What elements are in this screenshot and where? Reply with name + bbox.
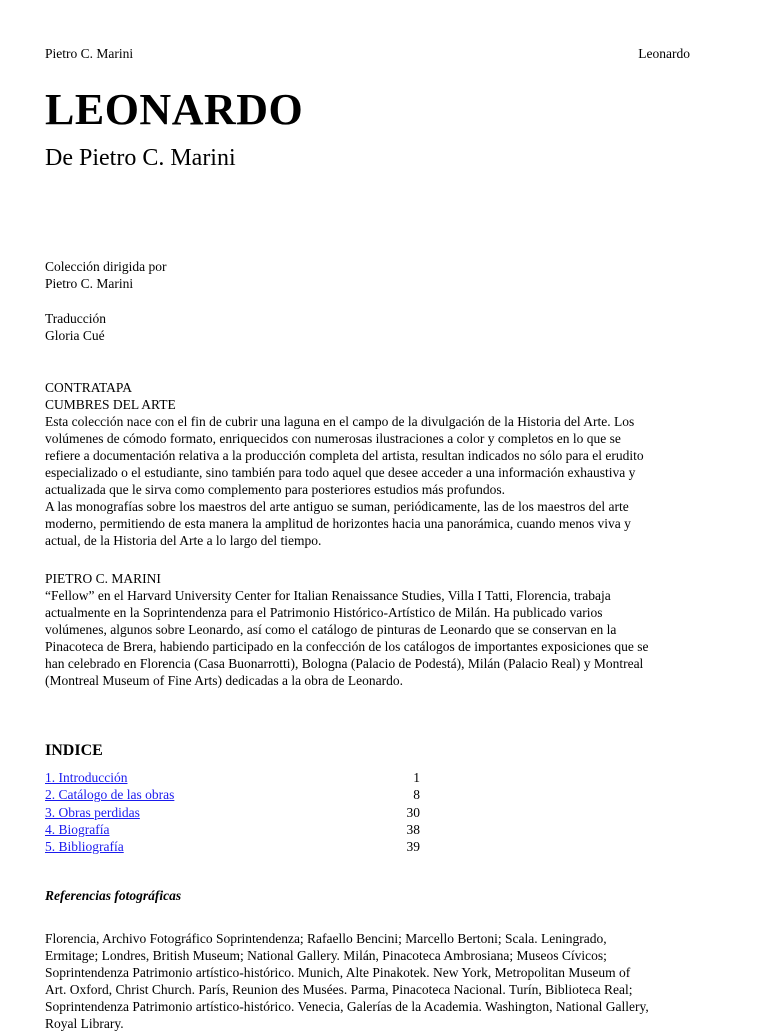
author-bio-line: volúmenes, algunos sobre Leonardo, así como el catálogo de pinturas de Leonardo que se conservan en la — [45, 622, 617, 637]
back-cover-heading: CONTRATAPA — [45, 380, 132, 395]
book-subtitle: De Pietro C. Marini — [45, 145, 236, 171]
toc-page-number: 1 — [413, 770, 420, 785]
photo-ref-line: Royal Library. — [45, 1016, 124, 1031]
back-cover-line: especializado o el estudiante, sino también para todo aquel que desee acceder a una información exhaustiva y — [45, 465, 636, 480]
header-book-title: Leonardo — [638, 46, 690, 61]
toc-entry — [45, 786, 420, 803]
table-of-contents — [45, 769, 420, 855]
collection-line-1: Colección dirigida por — [45, 259, 167, 274]
translation-line-1: Traducción — [45, 311, 106, 326]
toc-link-biografia[interactable]: 4. Biografía — [45, 821, 110, 837]
back-cover-line: moderno, permitiendo de esta manera la amplitud de horizontes hacia una panorámica, cuando menos viva y — [45, 516, 631, 531]
back-cover-line: volúmenes de cómodo formato, enriquecidos con numerosas ilustraciones a color y completos en lo que se — [45, 431, 621, 446]
toc-entry — [45, 821, 420, 838]
collection-line-2: Pietro C. Marini — [45, 276, 134, 291]
translation-credit — [45, 310, 722, 344]
book-title: LEONARDO — [45, 85, 304, 134]
toc-page-number: 8 — [413, 787, 420, 803]
author-bio-line: han celebrado en Florencia (Casa Buonarrotti), Bologna (Palacio de Podestá), Milán (Palacio Real) y Montreal — [45, 656, 644, 671]
back-cover-section — [45, 379, 722, 549]
index-heading: INDICE — [45, 742, 103, 759]
series-heading: CUMBRES DEL ARTE — [45, 397, 176, 412]
back-cover-line: refiere a documentación relativa a la producción completa del artista, resultan indicados no sólo para el erudito — [45, 448, 644, 463]
toc-link-bibliografia[interactable]: 5. Bibliografía — [45, 839, 124, 855]
back-cover-line: actual, de la Historia del Arte a lo largo del tiempo. — [45, 533, 322, 548]
toc-link-obras-perdidas[interactable]: 3. Obras perdidas — [45, 804, 140, 820]
back-cover-line: A las monografías sobre los maestros del arte antiguo se suman, periódicamente, las de los maestros del arte — [45, 499, 629, 514]
toc-entry — [45, 804, 420, 821]
toc-entry — [45, 838, 420, 855]
photo-ref-line: Art. Oxford, Christ Church. París, Reunion des Musées. Parma, Pinacoteca Nacional. Turín, Biblioteca Real; — [45, 982, 633, 997]
back-cover-line: Esta colección nace con el fin de cubrir una laguna en el campo de la divulgación de la Historia del Arte. Los — [45, 414, 635, 429]
photo-ref-line: Ermitage; Londres, British Museum; National Gallery. Milán, Pinacoteca Ambrosiana; Museos Cívicos; — [45, 948, 607, 963]
author-bio-line: (Montreal Museum of Fine Arts) dedicadas a la obra de Leonardo. — [45, 673, 404, 688]
photo-ref-line: Florencia, Archivo Fotográfico Soprintendenza; Rafaello Bencini; Marcello Bertoni; Scala. Leningrado, — [45, 931, 607, 946]
author-bio-section — [45, 570, 722, 689]
translation-line-2: Gloria Cué — [45, 328, 105, 343]
toc-page-number: 39 — [406, 839, 420, 855]
collection-credit — [45, 258, 722, 292]
photo-ref-line: Soprintendenza Patrimonio artístico-histórico. Venecia, Galerías de la Academia. Washington, National Gallery, — [45, 999, 649, 1014]
toc-entry — [45, 769, 420, 786]
author-bio-line: actualmente en la Soprintendenza para el Patrimonio Histórico-Artístico de Milán. Ha publicado varios — [45, 605, 603, 620]
toc-page-number: 38 — [406, 821, 420, 837]
author-bio-line: “Fellow” en el Harvard University Center for Italian Renaissance Studies, Villa I Tatti, Florencia, trabaja — [45, 588, 611, 603]
photo-references-body — [45, 930, 722, 1032]
author-bio-heading: PIETRO C. MARINI — [45, 571, 161, 586]
back-cover-line: actualizada que le sirva como complemento para posteriores estudios más profundos. — [45, 482, 505, 497]
header-author: Pietro C. Marini — [45, 46, 134, 61]
running-header — [45, 45, 690, 62]
toc-link-catalogo[interactable]: 2. Catálogo de las obras — [45, 787, 175, 803]
toc-link-introduccion[interactable]: 1. Introducción — [45, 770, 128, 785]
author-bio-line: Pinacoteca de Brera, habiendo participado en la confección de los catálogos de importantes exposiciones que se — [45, 639, 649, 654]
toc-page-number: 30 — [406, 804, 420, 820]
photo-references-heading: Referencias fotográficas — [45, 888, 182, 903]
photo-ref-line: Soprintendenza Patrimonio artístico-histórico. Munich, Alte Pinakotek. New York, Metropolitan Museum of — [45, 965, 631, 980]
